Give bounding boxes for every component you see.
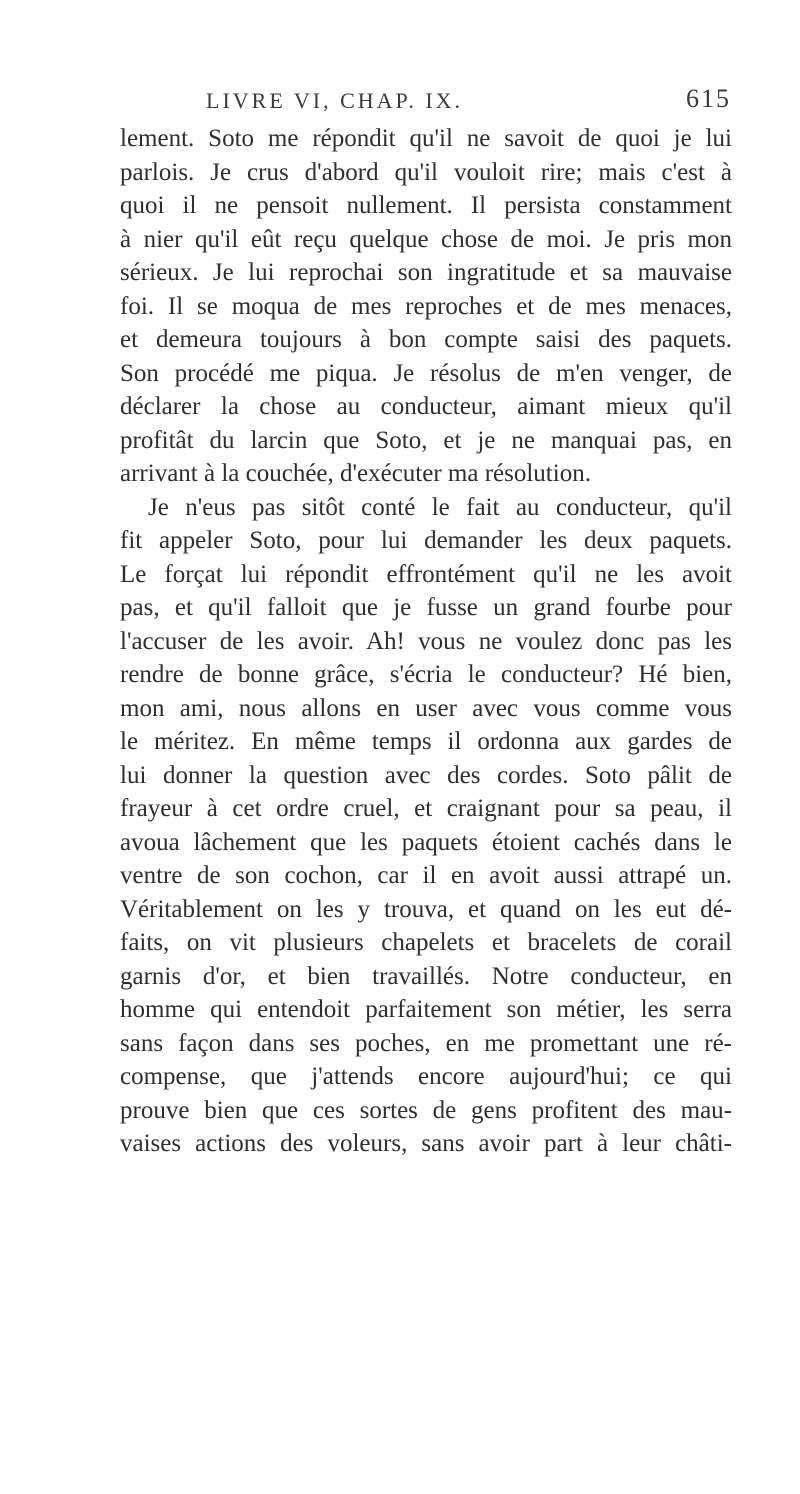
text-line: homme qui entendoit parfaitement son métier, les serra bbox=[120, 996, 732, 1023]
text-line: fit appeler Soto, pour lui demander les deux paquets. bbox=[120, 527, 732, 554]
text-line: pas, et qu'il falloit que je fusse un grand fourbe pour bbox=[120, 594, 732, 621]
text-line: déclarer la chose au conducteur, aimant mieux qu'il bbox=[120, 393, 732, 420]
text-line: rendre de bonne grâce, s'écria le conducteur? Hé bien, bbox=[120, 661, 732, 688]
text-line: parlois. Je crus d'abord qu'il vouloit rire; mais c'est à bbox=[120, 158, 732, 186]
text-line: vaises actions des voleurs, sans avoir part à leur châti- bbox=[120, 1130, 732, 1157]
text-line: l'accuser de les avoir. Ah! vous ne voulez donc pas les bbox=[120, 627, 732, 655]
text-line: Son procédé me piqua. Je résolus de m'en venger, de bbox=[120, 359, 732, 387]
text-line: le méritez. En même temps il ordonna aux gardes de bbox=[120, 728, 732, 755]
paragraph-start-line: Je n'eus pas sitôt conté le fait au conducteur, qu'il bbox=[148, 493, 732, 521]
body-text bbox=[120, 122, 732, 1161]
text-line: quoi il ne pensoit nullement. Il persista constamment bbox=[120, 192, 732, 219]
text-line: mon ami, nous allons en user avec vous comme vous bbox=[120, 694, 732, 722]
text-line: profitât du larcin que Soto, et je ne manquai pas, en bbox=[120, 426, 732, 454]
text-line: lement. Soto me répondit qu'il ne savoit de quoi je lui bbox=[120, 125, 732, 152]
text-line: compense, que j'attends encore aujourd'hui; ce qui bbox=[120, 1063, 732, 1090]
text-line: faits, on vit plusieurs chapelets et bracelets de corail bbox=[120, 929, 732, 956]
text-line: sérieux. Je lui reprochai son ingratitude et sa mauvaise bbox=[120, 259, 732, 286]
text-line: Véritablement on les y trouva, et quand on les eut dé- bbox=[120, 895, 732, 923]
text-line: Le forçat lui répondit effrontément qu'il ne les avoit bbox=[120, 560, 732, 588]
text-line: frayeur à cet ordre cruel, et craignant pour sa peau, il bbox=[120, 795, 732, 822]
text-line: prouve bien que ces sortes de gens profitent des mau- bbox=[120, 1096, 732, 1124]
text-line: sans façon dans ses poches, en me promettant une ré- bbox=[120, 1029, 732, 1057]
text-line: avoua lâchement que les paquets étoient cachés dans le bbox=[120, 828, 732, 856]
text-line: garnis d'or, et bien travaillés. Notre conducteur, en bbox=[120, 962, 732, 990]
page-number: 615 bbox=[686, 84, 731, 113]
running-head: LIVRE VI, CHAP. IX. bbox=[206, 88, 464, 113]
text-line: ventre de son cochon, car il en avoit aussi attrapé un. bbox=[120, 862, 732, 889]
text-line: à nier qu'il eût reçu quelque chose de moi. Je pris mon bbox=[120, 225, 732, 253]
text-line: lui donner la question avec des cordes. Soto pâlit de bbox=[120, 761, 732, 789]
text-line: foi. Il se moqua de mes reproches et de mes menaces, bbox=[120, 292, 732, 320]
text-line: et demeura toujours à bon compte saisi des paquets. bbox=[120, 326, 732, 353]
paragraph-end-line: arrivant à la couchée, d'exécuter ma résolution. bbox=[120, 460, 591, 487]
